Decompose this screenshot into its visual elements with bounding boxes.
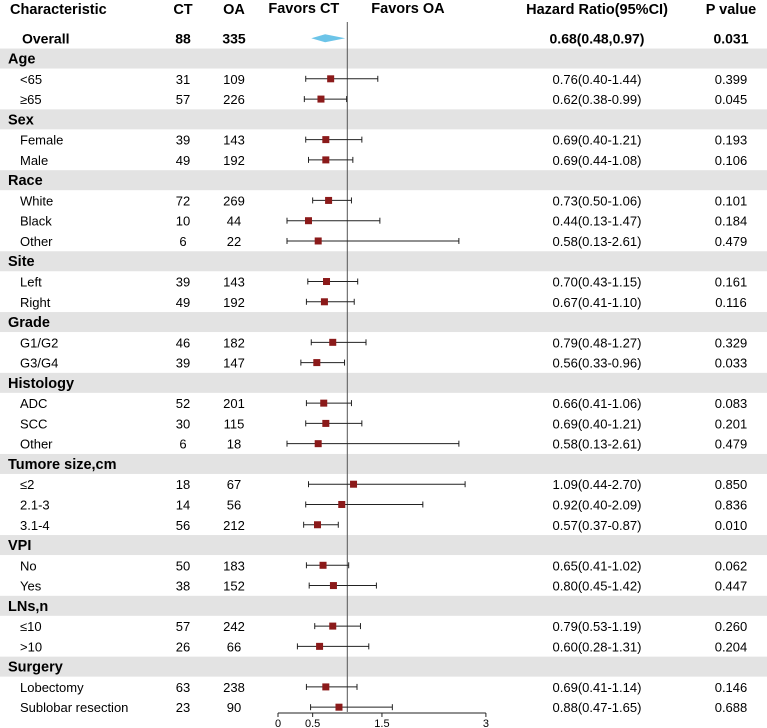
group-label-6: Tumore size,cm xyxy=(8,456,117,473)
row-oa-2-0: 269 xyxy=(223,193,245,209)
point-estimate-5-2 xyxy=(315,440,322,447)
group-band-7 xyxy=(0,535,767,555)
point-estimate-3-1 xyxy=(321,298,328,305)
header-characteristic: Characteristic xyxy=(10,2,107,18)
row-p-value-1-1: 0.106 xyxy=(714,152,748,168)
row-hr-text-6-1: 0.92(0.40-2.09) xyxy=(552,497,642,513)
point-estimate-6-1 xyxy=(338,501,345,508)
group-band-8 xyxy=(0,596,767,616)
overall-p-value: 0.031 xyxy=(713,30,749,47)
row-label-7-1: Yes xyxy=(20,578,42,594)
row-label-2-2: Other xyxy=(20,233,53,249)
row-p-value-8-0: 0.260 xyxy=(714,619,748,635)
row-label-5-0: ADC xyxy=(20,396,48,412)
row-p-value-0-1: 0.045 xyxy=(714,92,748,108)
group-label-2: Race xyxy=(8,173,43,190)
row-oa-9-0: 238 xyxy=(223,679,245,695)
point-estimate-2-1 xyxy=(305,217,312,224)
row-p-value-6-0: 0.850 xyxy=(714,477,748,493)
row-oa-3-1: 192 xyxy=(223,294,245,310)
row-ct-1-1: 49 xyxy=(175,152,191,168)
row-oa-6-0: 67 xyxy=(226,477,242,493)
row-label-5-1: SCC xyxy=(20,416,48,432)
row-label-3-1: Right xyxy=(20,294,51,310)
row-ct-8-0: 57 xyxy=(175,619,191,635)
point-estimate-1-1 xyxy=(322,156,329,163)
point-estimate-9-0 xyxy=(322,683,329,690)
overall-oa: 335 xyxy=(222,30,246,47)
row-oa-5-1: 115 xyxy=(223,416,245,432)
point-estimate-5-0 xyxy=(320,400,327,407)
overall-diamond xyxy=(311,34,345,42)
x-tick-label-3: 3 xyxy=(482,718,489,728)
row-p-value-2-2: 0.479 xyxy=(714,233,748,249)
row-label-4-0: G1/G2 xyxy=(20,335,59,351)
row-label-2-1: Black xyxy=(20,213,52,229)
group-band-4 xyxy=(0,312,767,332)
header-ct: CT xyxy=(173,2,193,18)
row-ct-6-1: 14 xyxy=(175,497,191,513)
point-estimate-2-0 xyxy=(325,197,332,204)
row-ct-1-0: 39 xyxy=(175,132,191,148)
overall-ct: 88 xyxy=(175,30,191,47)
row-hr-text-5-0: 0.66(0.41-1.06) xyxy=(552,396,642,412)
row-ct-3-0: 39 xyxy=(175,274,191,290)
point-estimate-7-0 xyxy=(320,562,327,569)
row-hr-text-2-2: 0.58(0.13-2.61) xyxy=(552,233,642,249)
x-tick-label-1: 0.5 xyxy=(305,718,321,728)
row-hr-text-6-0: 1.09(0.44-2.70) xyxy=(552,477,642,493)
group-label-3: Site xyxy=(8,254,35,271)
header-p-value: P value xyxy=(705,2,757,18)
group-label-0: Age xyxy=(8,51,36,68)
row-oa-8-1: 66 xyxy=(226,639,242,655)
row-hr-text-2-1: 0.44(0.13-1.47) xyxy=(552,213,642,229)
row-label-0-0: <65 xyxy=(20,71,43,87)
point-estimate-8-0 xyxy=(329,623,336,630)
row-hr-text-9-0: 0.69(0.41-1.14) xyxy=(552,679,642,695)
row-p-value-8-1: 0.204 xyxy=(714,639,748,655)
row-ct-5-1: 30 xyxy=(175,416,191,432)
row-ct-6-2: 56 xyxy=(175,517,191,533)
row-oa-1-0: 143 xyxy=(223,132,245,148)
row-p-value-4-0: 0.329 xyxy=(714,335,748,351)
row-label-0-1: ≥65 xyxy=(20,92,42,108)
row-label-7-0: No xyxy=(20,558,37,574)
row-label-9-0: Lobectomy xyxy=(20,679,84,695)
row-hr-text-0-0: 0.76(0.40-1.44) xyxy=(552,71,642,87)
row-p-value-0-0: 0.399 xyxy=(714,71,748,87)
row-label-6-2: 3.1-4 xyxy=(20,517,50,533)
point-estimate-2-2 xyxy=(315,237,322,244)
row-hr-text-8-0: 0.79(0.53-1.19) xyxy=(552,619,642,635)
group-label-1: Sex xyxy=(8,112,34,129)
point-estimate-1-0 xyxy=(322,136,329,143)
row-oa-4-1: 147 xyxy=(223,355,245,371)
point-estimate-3-0 xyxy=(323,278,330,285)
point-estimate-4-1 xyxy=(313,359,320,366)
row-oa-2-2: 22 xyxy=(226,233,242,249)
row-p-value-1-0: 0.193 xyxy=(714,132,748,148)
row-oa-6-1: 56 xyxy=(226,497,242,513)
x-tick-label-0: 0 xyxy=(274,718,282,728)
row-ct-6-0: 18 xyxy=(175,477,191,493)
row-ct-7-1: 38 xyxy=(175,578,191,594)
row-oa-8-0: 242 xyxy=(223,619,245,635)
row-oa-0-1: 226 xyxy=(223,92,245,108)
group-label-5: Histology xyxy=(8,375,75,392)
row-ct-2-2: 6 xyxy=(179,233,187,249)
row-hr-text-7-1: 0.80(0.45-1.42) xyxy=(552,578,642,594)
row-p-value-5-1: 0.201 xyxy=(714,416,748,432)
row-ct-2-0: 72 xyxy=(175,193,191,209)
group-band-2 xyxy=(0,170,767,190)
point-estimate-8-1 xyxy=(316,643,323,650)
row-p-value-6-2: 0.010 xyxy=(714,517,748,533)
row-hr-text-4-1: 0.56(0.33-0.96) xyxy=(552,355,642,371)
row-oa-3-0: 143 xyxy=(223,274,245,290)
row-ct-2-1: 10 xyxy=(175,213,191,229)
row-hr-text-8-1: 0.60(0.28-1.31) xyxy=(552,639,642,655)
row-hr-text-7-0: 0.65(0.41-1.02) xyxy=(552,558,642,574)
row-ct-4-1: 39 xyxy=(175,355,191,371)
group-band-9 xyxy=(0,657,767,677)
row-hr-text-5-2: 0.58(0.13-2.61) xyxy=(552,436,642,452)
row-p-value-7-0: 0.062 xyxy=(714,558,748,574)
row-ct-0-0: 31 xyxy=(175,71,191,87)
row-oa-7-1: 152 xyxy=(223,578,245,594)
group-label-9: Surgery xyxy=(8,659,63,676)
row-ct-3-1: 49 xyxy=(175,294,191,310)
row-label-6-1: 2.1-3 xyxy=(20,497,50,513)
point-estimate-7-1 xyxy=(330,582,337,589)
row-label-1-1: Male xyxy=(20,152,49,168)
row-ct-4-0: 46 xyxy=(175,335,191,351)
row-oa-5-2: 18 xyxy=(226,436,242,452)
overall-label: Overall xyxy=(22,30,70,47)
row-hr-text-4-0: 0.79(0.48-1.27) xyxy=(552,335,642,351)
point-estimate-6-2 xyxy=(314,521,321,528)
row-ct-8-1: 26 xyxy=(175,639,191,655)
row-oa-1-1: 192 xyxy=(223,152,245,168)
group-label-7: VPI xyxy=(8,538,32,555)
row-p-value-7-1: 0.447 xyxy=(714,578,748,594)
row-hr-text-9-1: 0.88(0.47-1.65) xyxy=(552,700,642,716)
x-tick-label-2: 1.5 xyxy=(374,718,390,728)
row-p-value-3-0: 0.161 xyxy=(714,274,748,290)
row-hr-text-3-1: 0.67(0.41-1.10) xyxy=(552,294,642,310)
row-p-value-5-0: 0.083 xyxy=(714,396,748,412)
header-oa: OA xyxy=(223,2,245,18)
row-oa-2-1: 44 xyxy=(226,213,242,229)
row-oa-5-0: 201 xyxy=(223,396,245,412)
row-label-4-1: G3/G4 xyxy=(20,355,59,371)
row-ct-9-0: 63 xyxy=(175,679,191,695)
row-label-5-2: Other xyxy=(20,436,53,452)
row-label-8-1: >10 xyxy=(20,639,43,655)
point-estimate-9-1 xyxy=(335,704,342,711)
row-p-value-9-0: 0.146 xyxy=(714,679,748,695)
group-band-3 xyxy=(0,251,767,271)
point-estimate-4-0 xyxy=(329,339,336,346)
row-hr-text-2-0: 0.73(0.50-1.06) xyxy=(552,193,642,209)
row-oa-9-1: 90 xyxy=(226,700,242,716)
row-label-3-0: Left xyxy=(20,274,42,290)
header-favors-oa: Favors OA xyxy=(371,1,445,17)
row-label-6-0: ≤2 xyxy=(20,477,35,493)
row-label-1-0: Female xyxy=(20,132,64,148)
row-oa-6-2: 212 xyxy=(223,517,245,533)
header-favors-ct: Favors CT xyxy=(268,1,340,17)
group-band-0 xyxy=(0,49,767,69)
overall-hr-text: 0.68(0.48,0.97) xyxy=(549,30,645,47)
group-band-1 xyxy=(0,109,767,129)
row-p-value-2-0: 0.101 xyxy=(714,193,748,209)
row-ct-0-1: 57 xyxy=(175,92,191,108)
header-hazard-ratio: Hazard Ratio(95%CI) xyxy=(526,2,668,18)
point-estimate-0-1 xyxy=(317,96,324,103)
row-hr-text-5-1: 0.69(0.40-1.21) xyxy=(552,416,642,432)
row-ct-5-0: 52 xyxy=(175,396,191,412)
row-p-value-9-1: 0.688 xyxy=(714,700,748,716)
point-estimate-5-1 xyxy=(322,420,329,427)
row-oa-7-0: 183 xyxy=(223,558,245,574)
group-label-4: Grade xyxy=(8,315,50,332)
row-hr-text-3-0: 0.70(0.43-1.15) xyxy=(552,274,642,290)
row-p-value-2-1: 0.184 xyxy=(714,213,748,229)
row-p-value-6-1: 0.836 xyxy=(714,497,748,513)
row-hr-text-1-0: 0.69(0.40-1.21) xyxy=(552,132,642,148)
row-hr-text-1-1: 0.69(0.44-1.08) xyxy=(552,152,642,168)
row-ct-7-0: 50 xyxy=(175,558,191,574)
row-oa-4-0: 182 xyxy=(223,335,245,351)
row-p-value-3-1: 0.116 xyxy=(715,294,747,310)
row-oa-0-0: 109 xyxy=(223,71,245,87)
row-p-value-4-1: 0.033 xyxy=(714,355,748,371)
row-hr-text-0-1: 0.62(0.38-0.99) xyxy=(552,92,642,108)
row-hr-text-6-2: 0.57(0.37-0.87) xyxy=(552,517,642,533)
row-ct-9-1: 23 xyxy=(175,700,191,716)
row-label-8-0: ≤10 xyxy=(20,619,42,635)
row-label-9-1: Sublobar resection xyxy=(20,700,129,716)
point-estimate-0-0 xyxy=(327,75,334,82)
group-label-8: LNs,n xyxy=(8,598,49,615)
row-ct-5-2: 6 xyxy=(179,436,187,452)
group-band-5 xyxy=(0,373,767,393)
row-label-2-0: White xyxy=(20,193,54,209)
point-estimate-6-0 xyxy=(350,481,357,488)
row-p-value-5-2: 0.479 xyxy=(714,436,748,452)
